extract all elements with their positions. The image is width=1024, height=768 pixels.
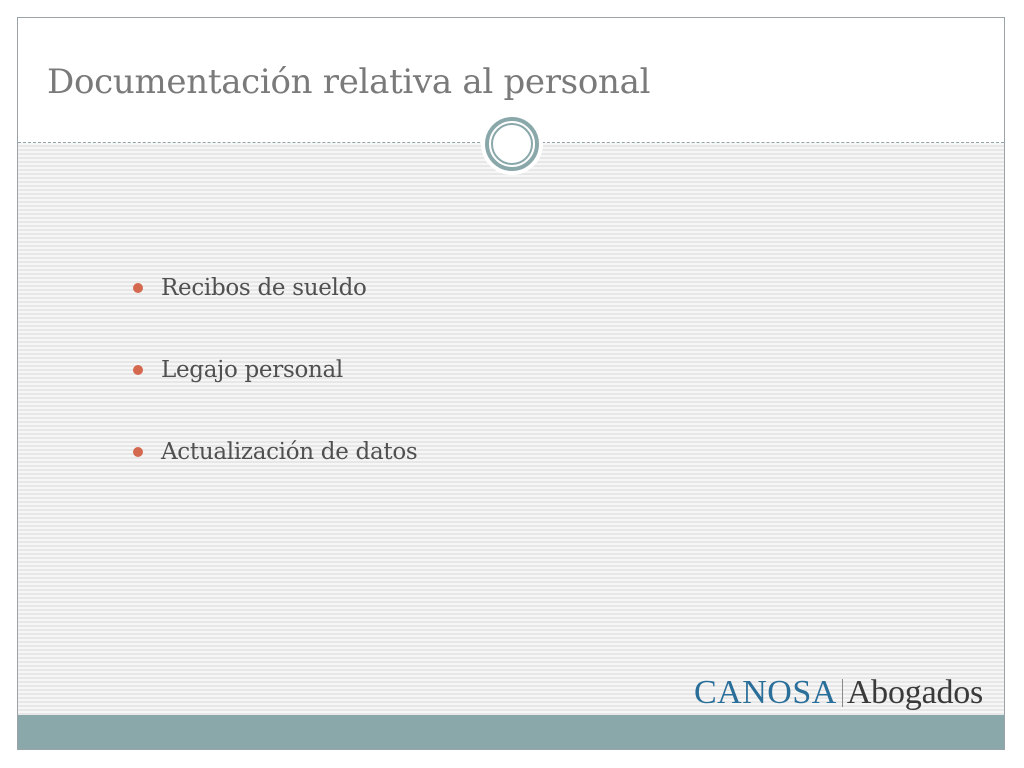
company-logo: [694, 673, 983, 713]
slide-title: Documentación relativa al personal: [47, 62, 651, 102]
bullet-text: Legajo personal: [161, 357, 343, 383]
bullet-item: [133, 268, 417, 308]
circle-inner-ring-icon: [491, 123, 533, 165]
bullet-item: [133, 432, 417, 472]
bullet-list: [133, 268, 417, 514]
bullet-item: [133, 350, 417, 390]
bullet-dot-icon: [133, 283, 143, 293]
logo-brand: CANOSA: [694, 674, 837, 711]
bullet-dot-icon: [133, 447, 143, 457]
bullet-text: Actualización de datos: [161, 439, 418, 465]
logo-separator: [842, 679, 843, 707]
slide-frame: [17, 17, 1005, 750]
bullet-dot-icon: [133, 365, 143, 375]
logo-subtitle: Abogados: [846, 674, 984, 711]
bullet-text: Recibos de sueldo: [161, 275, 367, 301]
footer-bar: [18, 715, 1004, 749]
